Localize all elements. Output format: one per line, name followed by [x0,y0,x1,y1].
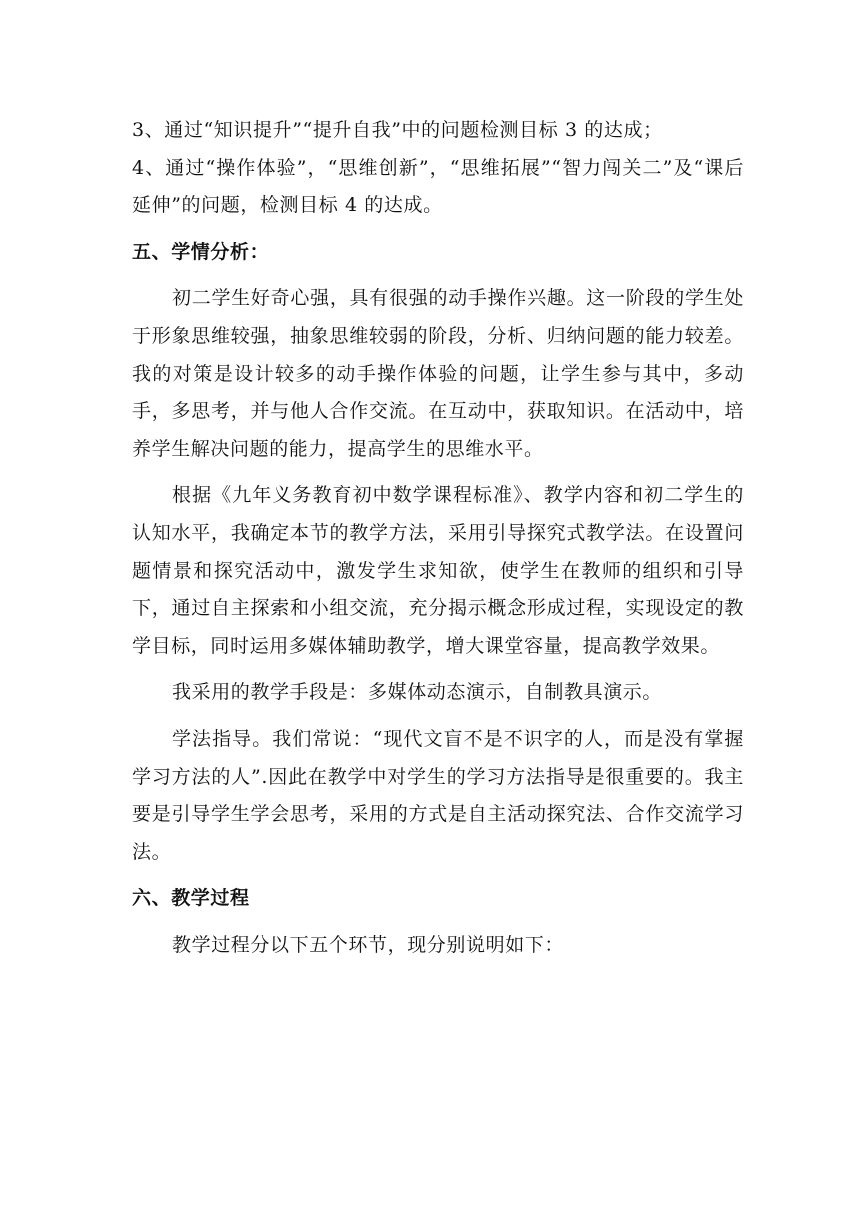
paragraph-study-guidance: 学法指导。我们常说：“现代文盲不是不识字的人，而是没有掌握学习方法的人”.因此在教学中对学生的学习方法指导是很重要的。我主要是引导学生学会思考，采用的方式是自主活动探究法、合作交流学习法。 [132,727,744,863]
section-heading-teaching-process: 六、教学过程 [132,887,250,910]
paragraph-teaching-means: 我采用的教学手段是：多媒体动态演示，自制教具演示。 [172,681,663,704]
paragraph-goal-3: 3、通过“知识提升”“提升自我”中的问题检测目标 3 的达成； [132,119,663,141]
document-body [132,112,744,964]
paragraph-teaching-method: 根据《九年义务教育初中数学课程标准》、教学内容和初二学生的认知水平，我确定本节的教学方法，采用引导探究式教学法。在设置问题情景和探究活动中，激发学生求知欲，使学生在教师的组织和引导下，通过自主探索和小组交流，充分揭示概念形成过程，实现设定的教学目标，同时运用多媒体辅助教学，增大课堂容量，提高教学效果。 [132,484,744,657]
paragraph-student-analysis: 初二学生好奇心强，具有很强的动手操作兴趣。这一阶段的学生处于形象思维较强，抽象思维较弱的阶段，分析、归纳问题的能力较差。我的对策是设计较多的动手操作体验的问题，让学生参与其中，多动手，多思考，并与他人合作交流。在互动中，获取知识。在活动中，培养学生解决问题的能力，提高学生的思维水平。 [132,287,744,460]
section-heading-learning-analysis: 五、学情分析： [132,240,270,263]
paragraph-process-intro: 教学过程分以下五个环节，现分别说明如下： [172,933,565,956]
paragraph-goal-4: 4、通过“操作体验”，“思维创新”，“思维拓展”“智力闯关二”及“课后延伸”的问题，检测目标 4 的达成。 [132,156,744,217]
